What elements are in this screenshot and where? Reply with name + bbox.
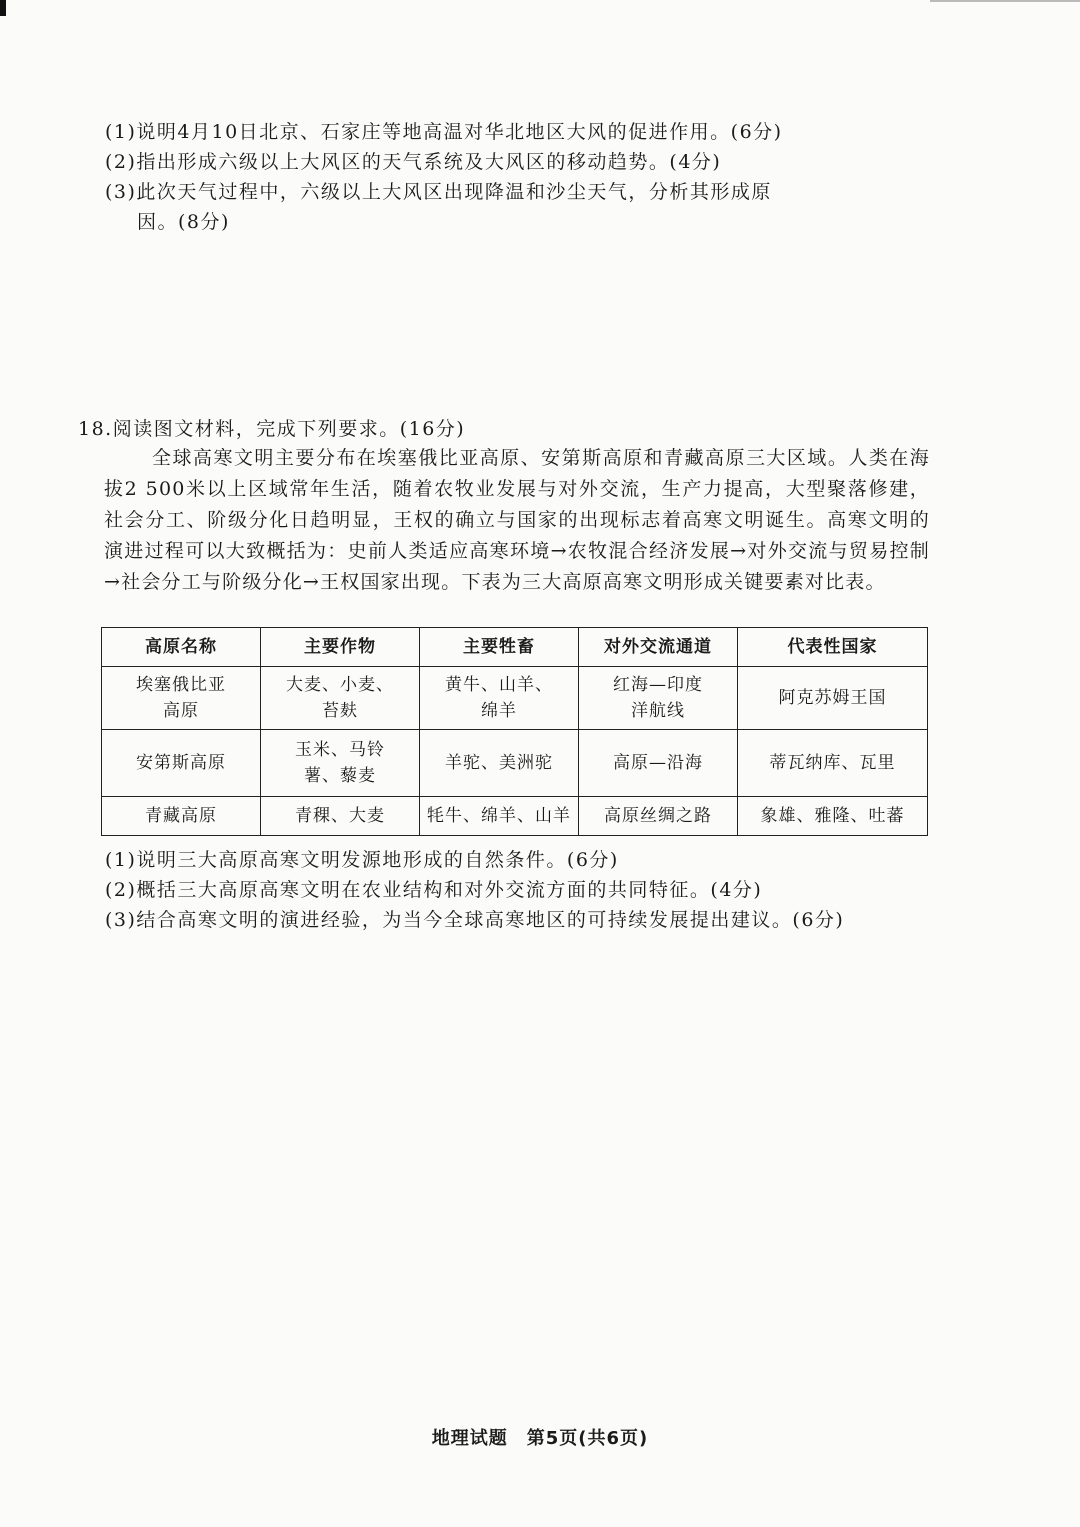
q17-item-3: (3)此次天气过程中，六级以上大风区出现降温和沙尘天气，分析其形成原 <box>105 181 772 203</box>
table-row <box>102 730 928 797</box>
table-cell: 青藏高原 <box>102 797 261 836</box>
table-cell-text: 黄牛、山羊、绵羊 <box>445 675 553 721</box>
table-header-cell: 代表性国家 <box>738 628 928 667</box>
table-header-cell: 高原名称 <box>102 628 261 667</box>
table-cell <box>102 667 261 730</box>
table-cell: 阿克苏姆王国 <box>738 667 928 730</box>
table-cell <box>579 667 738 730</box>
table-cell <box>420 667 579 730</box>
table-cell: 青稞、大麦 <box>261 797 420 836</box>
table-cell-text: 玉米、马铃薯、藜麦 <box>295 740 385 786</box>
page-footer: 地理试题 第5页(共6页) <box>431 1428 649 1449</box>
table-cell: 牦牛、绵羊、山羊 <box>420 797 579 836</box>
table-cell: 羊驼、美洲驼 <box>420 730 579 797</box>
table-cell-text: 大麦、小麦、苔麸 <box>286 675 394 721</box>
q17-item-3-continuation: 因。(8分) <box>137 211 230 233</box>
table-cell: 高原丝绸之路 <box>579 797 738 836</box>
table-cell: 蒂瓦纳库、瓦里 <box>738 730 928 797</box>
table-row <box>102 797 928 836</box>
table-cell <box>261 667 420 730</box>
q18-header: 18.阅读图文材料，完成下列要求。(16分) <box>78 418 466 440</box>
q17-item-2: (2)指出形成六级以上大风区的天气系统及大风区的移动趋势。(4分) <box>105 151 722 173</box>
q18-question-2: (2)概括三大高原高寒文明在农业结构和对外交流方面的共同特征。(4分) <box>105 879 763 901</box>
table-row <box>102 667 928 730</box>
q17-item-1: (1)说明4月10日北京、石家庄等地高温对华北地区大风的促进作用。(6分) <box>105 121 783 143</box>
table-header-row <box>102 628 928 667</box>
q18-passage: 全球高寒文明主要分布在埃塞俄比亚高原、安第斯高原和青藏高原三大区域。人类在海拔2 500米以上区域常年生活，随着农牧业发展与对外交流，生产力提高，大型聚落修建，社会分工、阶级分化日趋明显，王权的确立与国家的出现标志着高寒文明诞生。高寒文明的演进过程可以大致概括为：史前人类适应高寒环境→农牧混合经济发展→对外交流与贸易控制→社会分工与阶级分化→王权国家出现。下表为三大高原高寒文明形成关键要素对比表。 <box>104 447 930 593</box>
table-cell: 高原—沿海 <box>579 730 738 797</box>
table-cell <box>261 730 420 797</box>
plateau-comparison-table <box>101 627 928 836</box>
table-cell-text: 埃塞俄比亚高原 <box>136 675 226 721</box>
table-header-cell: 对外交流通道 <box>579 628 738 667</box>
table-header-cell: 主要牲畜 <box>420 628 579 667</box>
q18-question-3: (3)结合高寒文明的演进经验，为当今全球高寒地区的可持续发展提出建议。(6分) <box>105 909 845 931</box>
table-header-cell: 主要作物 <box>261 628 420 667</box>
scan-top-rule <box>930 0 1080 2</box>
q18-question-1: (1)说明三大高原高寒文明发源地形成的自然条件。(6分) <box>105 849 619 871</box>
table-cell: 安第斯高原 <box>102 730 261 797</box>
table-cell-text: 红海—印度洋航线 <box>613 675 703 721</box>
scan-corner-mark <box>0 0 6 16</box>
table-cell: 象雄、雅隆、吐蕃 <box>738 797 928 836</box>
